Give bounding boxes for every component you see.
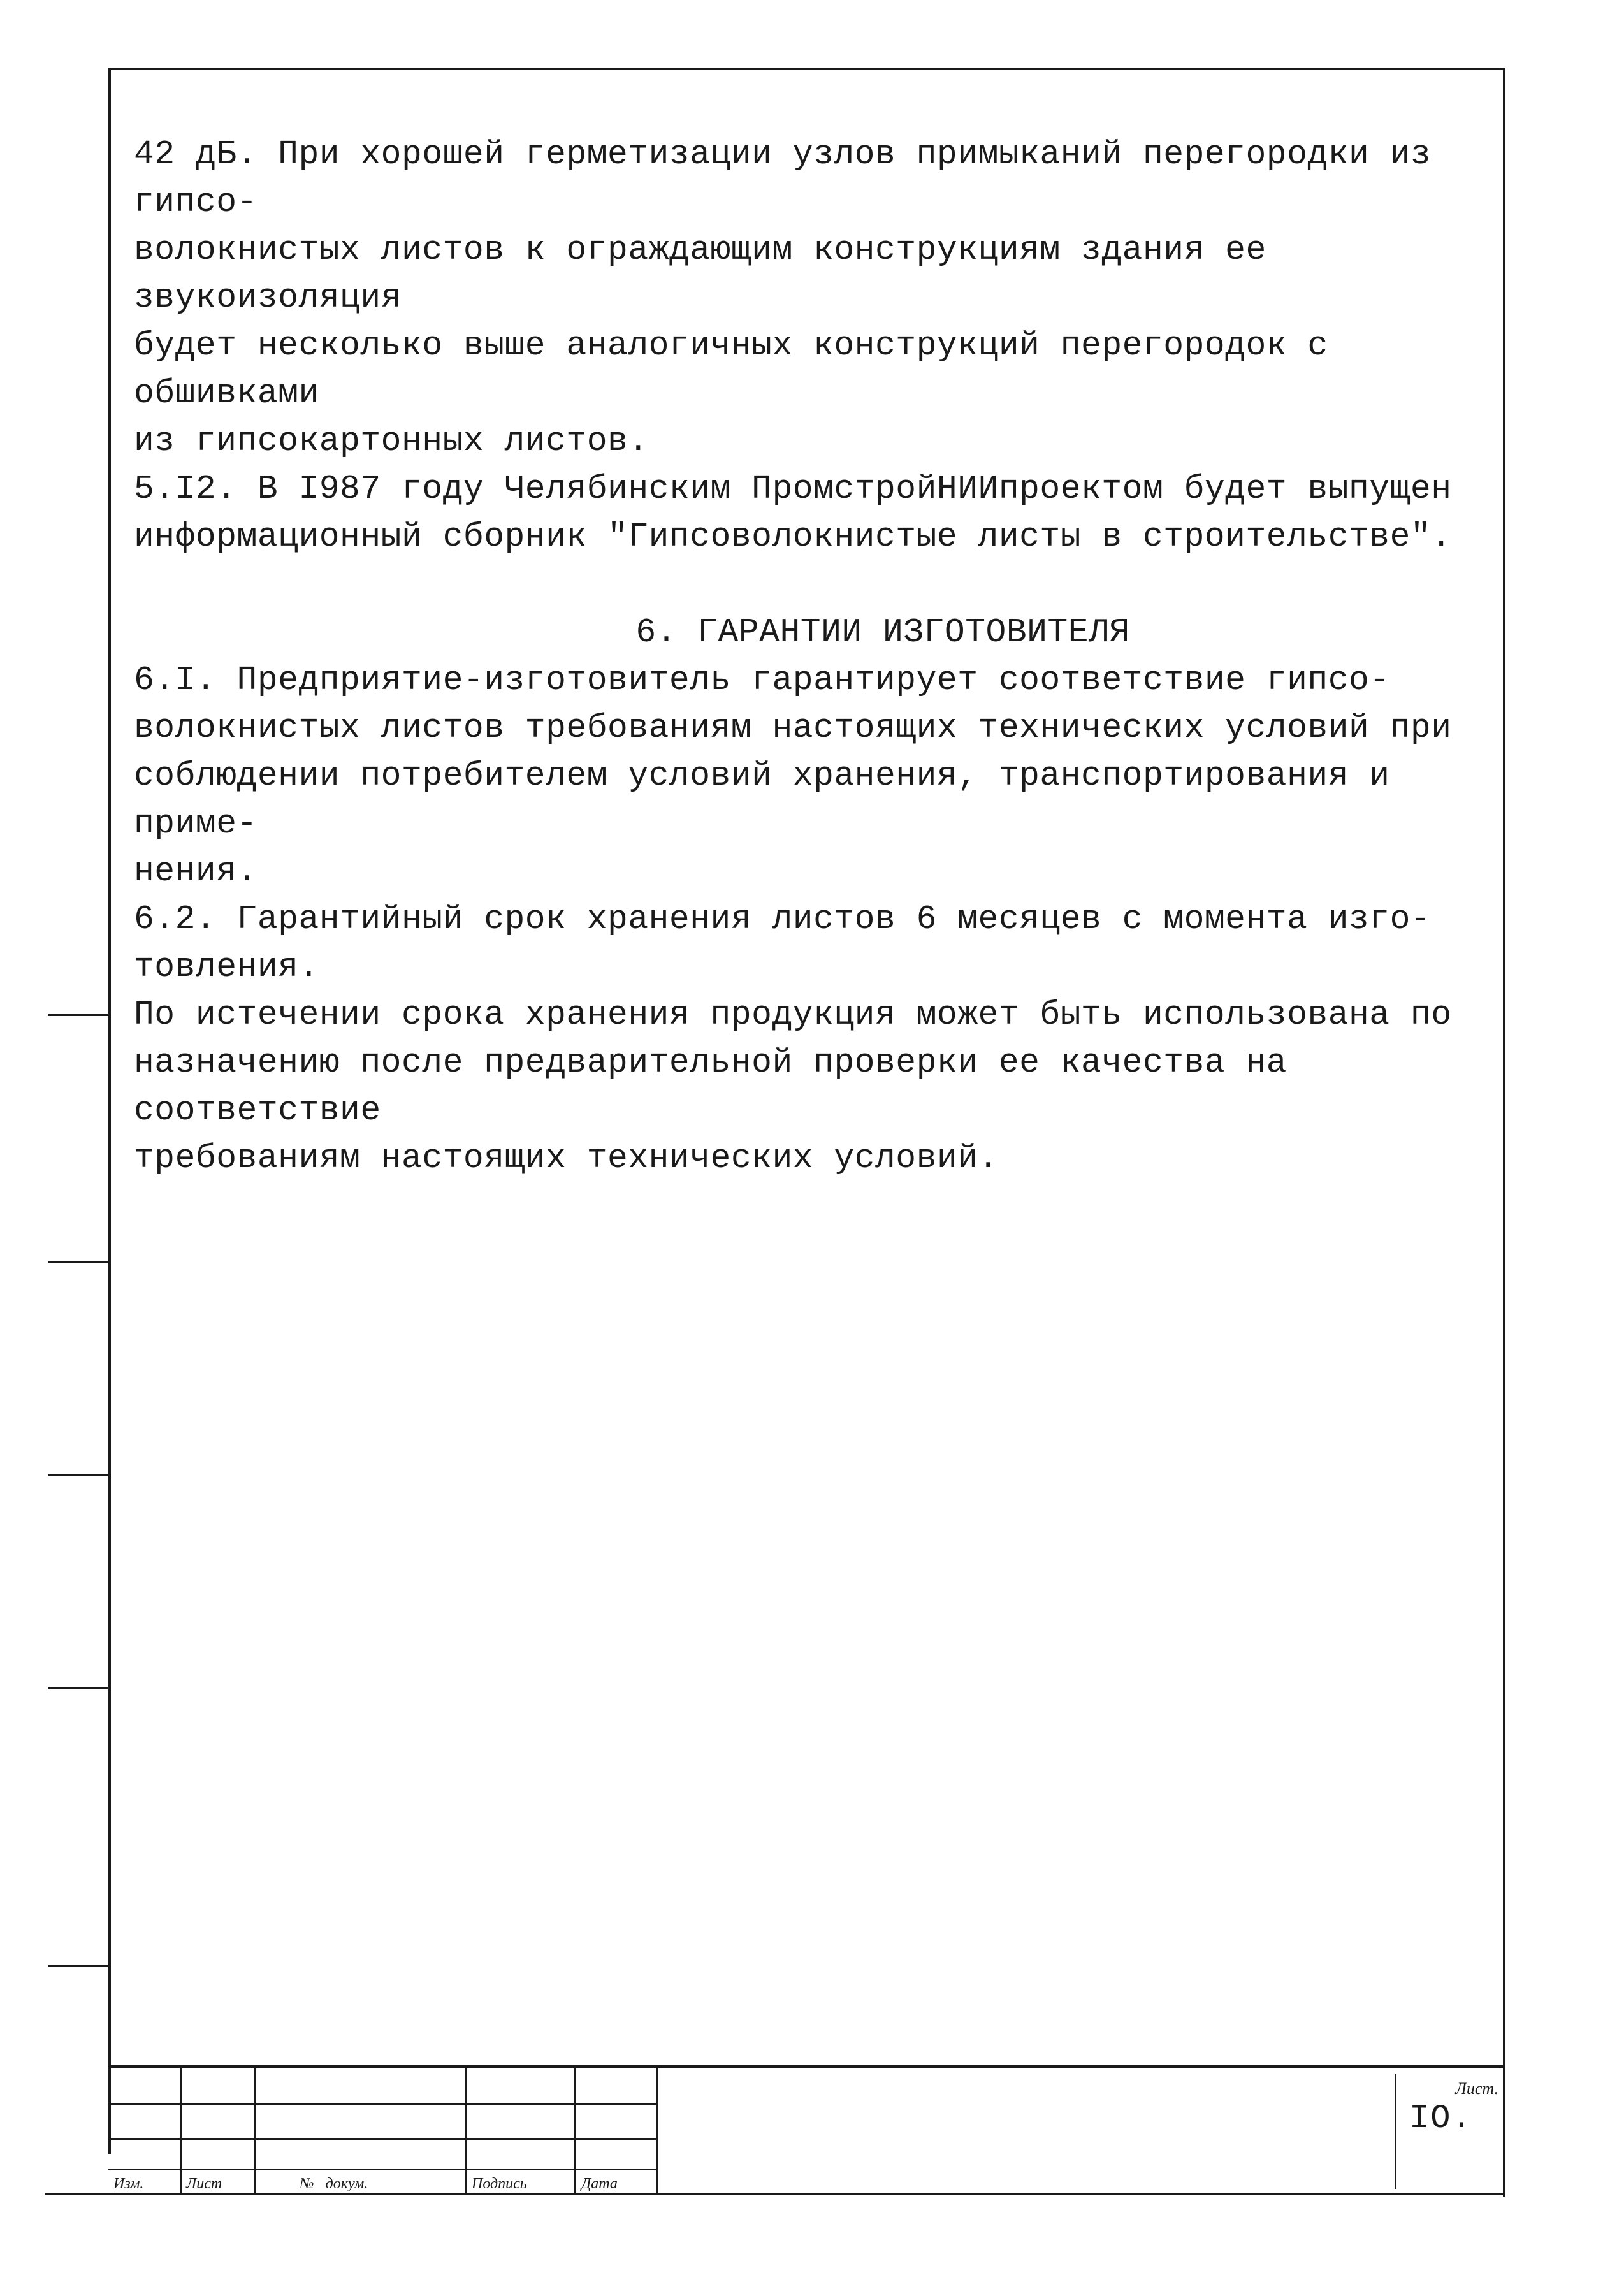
title-block-column-line (656, 2068, 658, 2195)
paragraph-6-2: 6.2. Гарантийный срок хранения листов 6 месяцев с момента изго- товления. (134, 900, 1432, 986)
document-body (134, 131, 1491, 1182)
paragraph-5-12: 5.I2. В I987 году Челябинским ПромстройНИИпроектом будет выпущен информационный сборник "Гипсоволокнистые листы в строительстве". (134, 470, 1452, 556)
title-block-column-line (254, 2068, 256, 2195)
margin-tick (48, 1261, 108, 1263)
sheet-label: Лист. (1455, 2079, 1498, 2098)
title-block-label-signature: Подпись (472, 2176, 527, 2192)
title-block-label-list: Лист (186, 2176, 222, 2192)
title-block-label-izm: Изм. (113, 2176, 144, 2192)
title-block-column-line (574, 2068, 576, 2195)
margin-tick (48, 1474, 108, 1476)
paragraph-6-1: 6.I. Предприятие-изготовитель гарантирует соответствие гипсо- волокнистых листов требованиям настоящих технических условий при соблюдении потребителем условий хранения, транспортирования и приме- нения. (134, 661, 1452, 890)
title-block-column-line (180, 2068, 182, 2195)
section-heading-manufacturer-guarantees: 6. ГАРАНТИИ ИЗГОТОВИТЕЛЯ (635, 613, 1130, 651)
title-block-label-doc-number: № докум. (300, 2176, 368, 2192)
page-frame-top (108, 68, 1505, 70)
title-block-label-date: Дата (581, 2176, 618, 2192)
margin-tick (48, 1965, 108, 1967)
margin-tick (48, 1014, 108, 1016)
sheet-number-box (1395, 2074, 1505, 2189)
paragraph-after-expiry: По истечении срока хранения продукция может быть использована по назначению после предварительной проверки ее качества на соответствие требованиям настоящих технических условий. (134, 996, 1452, 1177)
title-block (108, 2065, 1505, 2195)
page-frame-left (108, 70, 111, 2154)
sheet-number: IO. (1409, 2100, 1473, 2137)
page-frame-right (1503, 68, 1505, 2197)
paragraph-sound-insulation: 42 дБ. При хорошей герметизации узлов примыканий перегородки из гипсо- волокнистых листов к ограждающим конструкциям здания ее звукоизоляция будет несколько выше аналогичных конструкций перегородок с обшивками из гипсокартонных листов. (134, 135, 1432, 460)
title-block-column-line (465, 2068, 467, 2195)
margin-tick (48, 1687, 108, 1689)
